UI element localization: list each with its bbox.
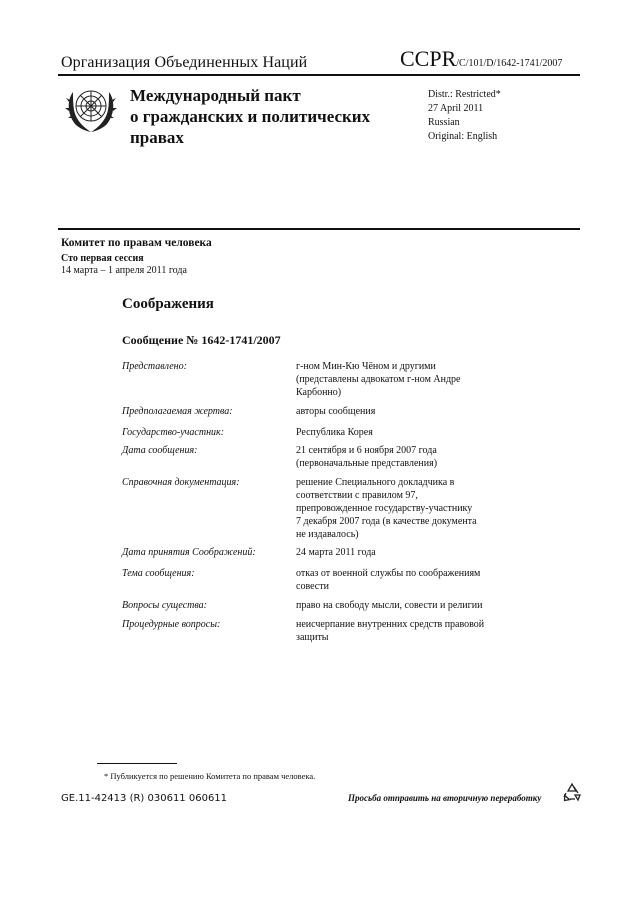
distr-original: Original: English	[428, 131, 498, 142]
detail-label: Дата сообщения:	[122, 445, 198, 456]
session-name: Сто первая сессия	[61, 253, 144, 264]
value-line: решение Специального докладчика в	[296, 477, 455, 488]
un-emblem-icon	[63, 80, 119, 136]
detail-value	[296, 599, 526, 612]
recycle-note: Просьба отправить на вторичную переработку	[348, 793, 542, 803]
organization-name: Организация Объединенных Наций	[61, 54, 308, 71]
value-line: препровожденное государству-участнику	[296, 503, 473, 514]
value-line: (первоначальные представления)	[296, 458, 438, 469]
distr-status: Distr.: Restricted*	[428, 89, 501, 100]
value-line: Республика Корея	[296, 427, 373, 438]
detail-value	[296, 405, 526, 418]
detail-label: Представлено:	[122, 361, 187, 372]
session-dates: 14 марта – 1 апреля 2011 года	[61, 265, 187, 276]
value-line: совести	[296, 581, 329, 592]
detail-label: Государство-участник:	[122, 427, 225, 438]
committee-name: Комитет по правам человека	[61, 237, 212, 249]
value-line: защиты	[296, 632, 329, 643]
header-rule	[58, 74, 580, 76]
detail-label: Справочная документация:	[122, 477, 240, 488]
footnote-rule	[97, 763, 177, 764]
treaty-title-line2: о гражданских и политических	[130, 107, 371, 126]
value-line: соответствии с правилом 97,	[296, 490, 418, 501]
distr-date: 27 April 2011	[428, 103, 484, 114]
value-line: отказ от военной службы по соображениям	[296, 568, 481, 579]
detail-value	[296, 546, 526, 559]
value-line: 7 декабря 2007 года (в качестве документа	[296, 516, 477, 527]
detail-label: Дата принятия Соображений:	[122, 547, 256, 558]
views-heading: Соображения	[122, 296, 214, 312]
distribution-block	[428, 88, 501, 144]
symbol-rest: /C/101/D/1642-1741/2007	[456, 58, 563, 69]
value-line: право на свободу мысли, совести и религии	[296, 600, 483, 611]
value-line: (представлены адвокатом г-ном Андре	[296, 374, 461, 385]
detail-value	[296, 444, 526, 470]
treaty-title-line3: правах	[130, 128, 184, 147]
detail-value	[296, 476, 526, 541]
document-code: GE.11-42413 (R) 030611 060611	[61, 793, 228, 804]
footnote: * Публикуется по решению Комитета по правам человека.	[104, 771, 316, 781]
detail-label: Предполагаемая жертва:	[122, 406, 233, 417]
detail-value	[296, 360, 526, 399]
treaty-title-line1: Международный пакт	[130, 86, 301, 105]
detail-label: Тема сообщения:	[122, 568, 195, 579]
detail-value	[296, 567, 526, 593]
distr-language: Russian	[428, 117, 460, 128]
value-line: авторы сообщения	[296, 406, 376, 417]
value-line: не издавалось)	[296, 529, 359, 540]
detail-label: Процедурные вопросы:	[122, 619, 221, 630]
detail-value	[296, 426, 526, 439]
document-symbol	[400, 46, 562, 72]
detail-value	[296, 618, 526, 644]
section-rule	[58, 228, 580, 230]
value-line: Карбонно)	[296, 387, 342, 398]
communication-heading: Сообщение № 1642-1741/2007	[122, 333, 281, 347]
treaty-title	[130, 85, 400, 148]
value-line: 21 сентября и 6 ноября 2007 года	[296, 445, 437, 456]
value-line: 24 марта 2011 года	[296, 547, 376, 558]
symbol-main: CCPR	[400, 46, 457, 71]
value-line: г-ном Мин-Кю Чёном и другими	[296, 361, 436, 372]
recycle-icon	[562, 782, 582, 802]
value-line: неисчерпание внутренних средств правовой	[296, 619, 485, 630]
detail-label: Вопросы существа:	[122, 600, 207, 611]
